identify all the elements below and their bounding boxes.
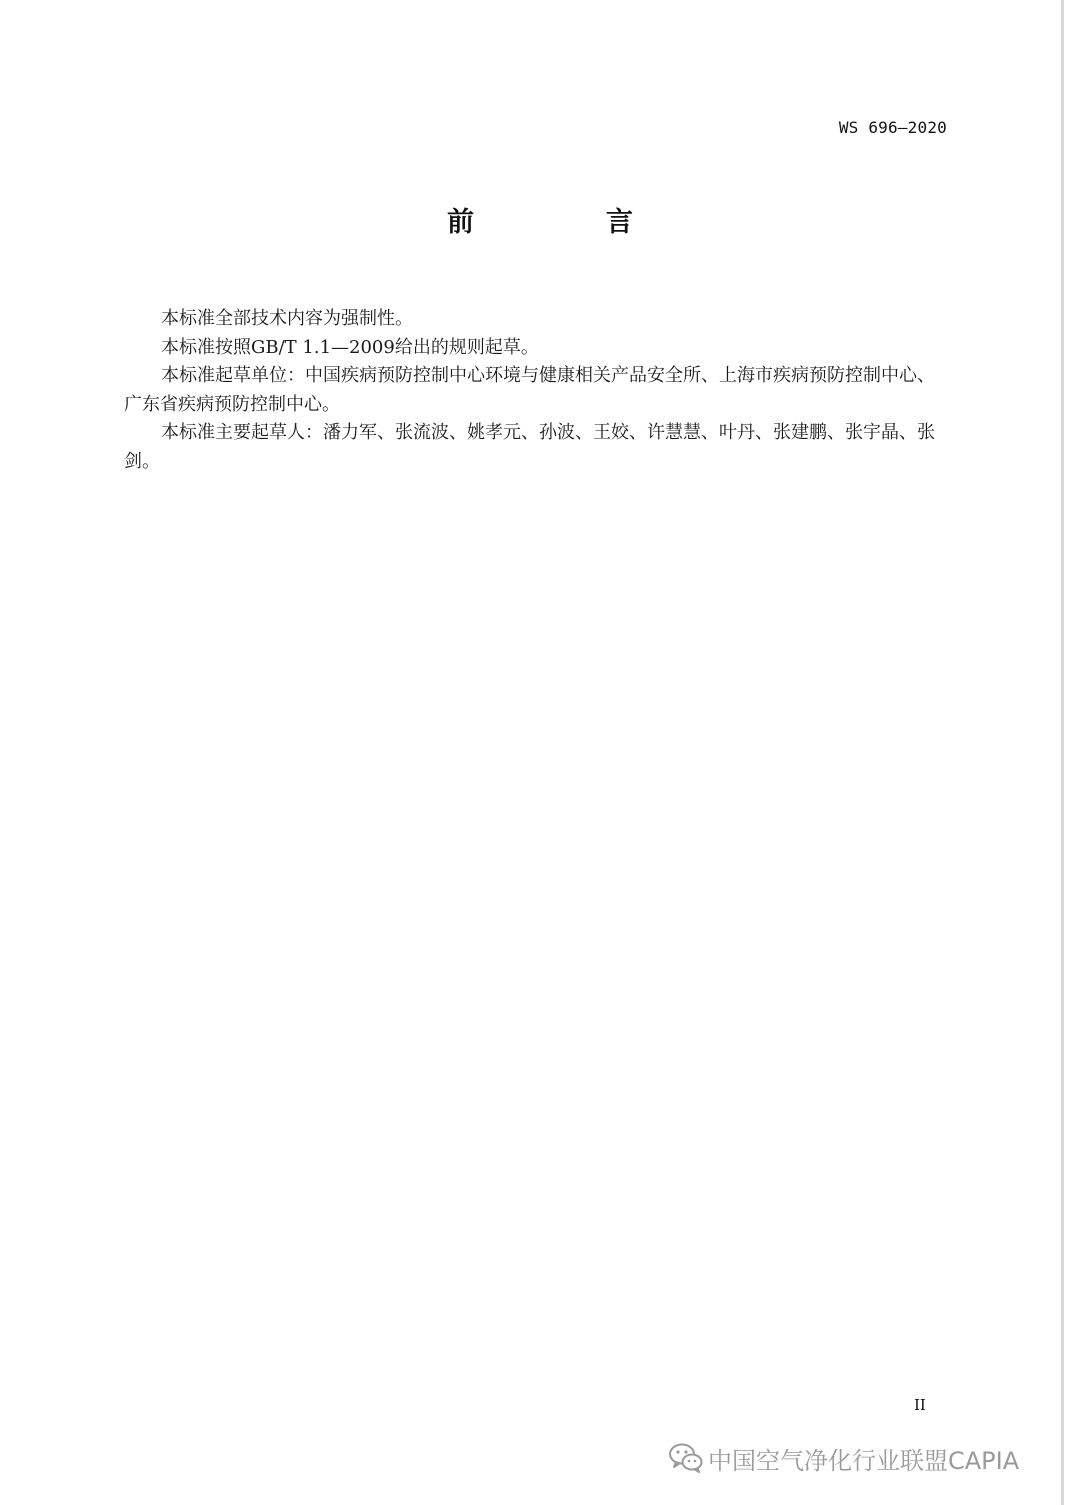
- watermark-text: 中国空气净化行业联盟CAPIA: [708, 1446, 1020, 1475]
- watermark: [668, 1438, 1019, 1478]
- paragraph-mandatory: 本标准全部技术内容为强制性。: [161, 308, 413, 329]
- paragraph-drafting-units: 本标准起草单位：中国疾病预防控制中心环境与健康相关产品安全所、上海市疾病预防控制中心、广东省疾病预防控制中心。: [124, 365, 935, 415]
- title-char-1: 前: [447, 207, 474, 238]
- page-title: [0, 200, 1080, 239]
- title-char-2: 言: [606, 207, 633, 238]
- page-number: II: [914, 1396, 926, 1414]
- wechat-icon: [668, 1442, 704, 1474]
- paragraph-drafting-rules: 本标准按照GB/T 1.1—2009给出的规则起草。: [161, 336, 539, 358]
- foreword-body: [124, 305, 952, 476]
- paragraph-drafters: 本标准主要起草人：潘力军、张流波、姚孝元、孙波、王姣、许慧慧、叶丹、张建鹏、张宇晶、张剑。: [124, 422, 935, 472]
- document-code: WS 696—2020: [838, 118, 947, 137]
